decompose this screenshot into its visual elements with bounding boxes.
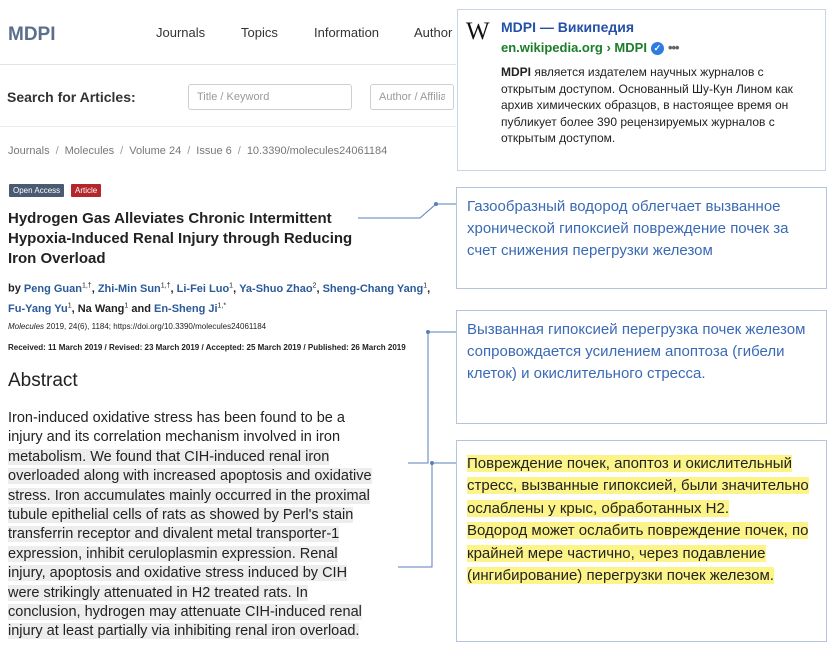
nav-journals[interactable]: Journals	[156, 25, 206, 40]
author-name[interactable]: Ya-Shuo Zhao	[239, 282, 313, 295]
author-separator: ,	[71, 303, 75, 316]
abstract-line-row	[8, 409, 428, 428]
search-divider	[0, 126, 456, 127]
abstract-line: injury, apoptosis and oxidative stress induced by CIH	[8, 565, 348, 582]
author-affiliation-mark: 1,*	[217, 302, 227, 310]
open-access-badge: Open Access	[9, 184, 64, 197]
abstract-line-row	[8, 467, 428, 486]
citation-details[interactable]: 2019, 24(6), 1184; https://doi.org/10.3390/molecules24061184	[44, 322, 267, 331]
author-affiliation-mark: 1	[124, 302, 129, 310]
abstract-line: metabolism. We found that CIH-induced renal iron	[8, 448, 330, 465]
author-name[interactable]: En-Sheng Ji	[153, 303, 218, 316]
wiki-desc-body: является издателем научных журналов с открытым доступом. Основанный Шу-Кун Лином как архив химических образцов, в настоящее время он публикует более 390 рецензируемых журналов с открытым доступом.	[501, 65, 793, 146]
nav-author[interactable]: Author	[414, 25, 453, 40]
callout-overload-summary	[456, 310, 827, 424]
abstract-line-row	[8, 506, 428, 525]
connector-title	[358, 204, 456, 218]
abstract-line-row	[8, 487, 428, 506]
connector-dot	[426, 330, 430, 334]
more-options-icon[interactable]: •••	[667, 40, 679, 55]
title-keyword-input[interactable]	[188, 84, 352, 110]
breadcrumb-separator: /	[187, 145, 191, 157]
abstract-line: conclusion, hydrogen may attenuate CIH-induced renal	[8, 604, 362, 621]
author-name[interactable]: Peng Guan	[23, 282, 82, 295]
abstract-line-row	[8, 584, 428, 603]
wikipedia-card[interactable]	[457, 9, 826, 171]
abstract-line-row	[8, 564, 428, 583]
abstract-line-row	[8, 603, 428, 622]
abstract-line-row	[8, 545, 428, 564]
breadcrumb-doi: 10.3390/molecules24061184	[246, 145, 388, 157]
citation-line	[8, 322, 266, 331]
callout-conclusion-summary	[456, 440, 827, 642]
breadcrumb-molecules[interactable]: Molecules	[64, 145, 115, 157]
abstract-line-row	[8, 448, 428, 467]
author-affiliation-mark: 1,†	[81, 282, 92, 289]
author-affiliation-mark: 1	[229, 282, 234, 289]
author-separator: ,	[233, 282, 237, 295]
author-affiliation-input[interactable]	[370, 84, 454, 110]
breadcrumb-separator: /	[237, 145, 241, 157]
by-label: by	[8, 282, 21, 295]
author-separator: ,	[427, 282, 431, 295]
breadcrumb	[8, 145, 387, 157]
logo-text: MDPI	[8, 24, 56, 45]
wiki-desc-subject: MDPI	[501, 65, 531, 79]
article-title: Hydrogen Gas Alleviates Chronic Intermittent Hypoxia-Induced Renal Injury through Reducing Iron Overload	[8, 210, 353, 267]
abstract-text	[8, 409, 428, 642]
abstract-line: Iron-induced oxidative stress has been found to be a	[8, 410, 345, 426]
author-affiliation-mark: 1,†	[160, 282, 171, 289]
verified-check-icon: ✓	[651, 42, 664, 55]
author-separator: ,	[91, 282, 95, 295]
abstract-line: were strikingly attenuated in H2 treated rats. In	[8, 584, 308, 601]
breadcrumb-volume[interactable]: Volume 24	[129, 145, 182, 157]
breadcrumb-separator: /	[120, 145, 124, 157]
article-dates: Received: 11 March 2019 / Revised: 23 March 2019 / Accepted: 25 March 2019 / Published: 26 March 2019	[8, 343, 406, 352]
author-affiliation-mark: 1	[67, 302, 72, 310]
author-name[interactable]: Li-Fei Luo	[176, 282, 230, 295]
search-label: Search for Articles:	[7, 89, 136, 105]
connector-dot	[430, 461, 434, 465]
author-affiliation-mark: 2	[312, 282, 317, 289]
abstract-line: injury at least partially via inhibiting renal iron overload.	[8, 623, 360, 640]
abstract-line-row	[8, 428, 428, 447]
callout-text	[467, 453, 819, 587]
wiki-result-title[interactable]: MDPI — Википедия	[501, 19, 635, 35]
citation-journal: Molecules	[8, 322, 45, 331]
header-divider	[0, 64, 456, 65]
callout-title-translation	[456, 187, 827, 289]
wiki-url[interactable]	[501, 40, 679, 55]
author-name[interactable]: Fu-Yang Yu	[8, 303, 68, 316]
article-type-badge: Article	[71, 184, 101, 197]
nav-information[interactable]: Information	[314, 25, 380, 40]
abstract-line-row	[8, 622, 428, 641]
author-name[interactable]: Zhi-Min Sun	[97, 282, 161, 295]
abstract-line: expression, inhibit ceruloplasmin expression. Renal	[8, 545, 338, 562]
abstract-line: overloaded along with increased apoptosis and oxidative	[8, 468, 372, 485]
wiki-url-crumb: › MDPI	[606, 40, 647, 55]
abstract-heading: Abstract	[8, 370, 78, 391]
wikipedia-icon: W	[466, 18, 490, 45]
author-list	[8, 277, 438, 318]
abstract-line: injury and its correlation mechanism involved in iron	[8, 429, 341, 446]
callout-text: Вызванная гипоксией перегрузка почек железом сопровождается усилением апоптоза (гибели клеток) и окислительного стресса.	[467, 321, 806, 382]
author-separator: ,	[170, 282, 174, 295]
author-separator: and	[128, 303, 151, 316]
highlighted-text: Водород может ослабить повреждение почек, по крайней мере частично, через подавление (ингибирование) перегрузки почек железом.	[467, 522, 809, 585]
author-separator: ,	[316, 282, 320, 295]
abstract-line-row	[8, 525, 428, 544]
abstract-line: transferrin receptor and divalent metal transporter-1	[8, 526, 340, 543]
highlighted-text: Повреждение почек, апоптоз и окислительный стресс, вызванные гипоксией, были значительно ослаблены у крыс, обработанных H2.	[467, 455, 809, 517]
author-name[interactable]: Na Wang	[77, 303, 125, 316]
breadcrumb-separator: /	[55, 145, 59, 157]
connector-dot	[434, 202, 438, 206]
author-affiliation-mark: 1	[423, 282, 428, 289]
wiki-description	[501, 64, 811, 147]
breadcrumb-journals[interactable]: Journals	[8, 145, 50, 157]
author-name[interactable]: Sheng-Chang Yang	[322, 282, 424, 295]
nav-topics[interactable]: Topics	[241, 25, 278, 40]
callout-text: Газообразный водород облегчает вызванное хронической гипоксией повреждение почек за счет снижения перегрузки железом	[467, 198, 789, 259]
mdpi-logo[interactable]	[6, 14, 66, 50]
breadcrumb-issue[interactable]: Issue 6	[196, 145, 232, 157]
abstract-line: tubule epithelial cells of rats as showed by Perl's stain	[8, 507, 354, 524]
abstract-line: stress. Iron accumulates mainly occurred in the proximal	[8, 487, 370, 504]
wiki-domain: en.wikipedia.org	[501, 40, 603, 55]
